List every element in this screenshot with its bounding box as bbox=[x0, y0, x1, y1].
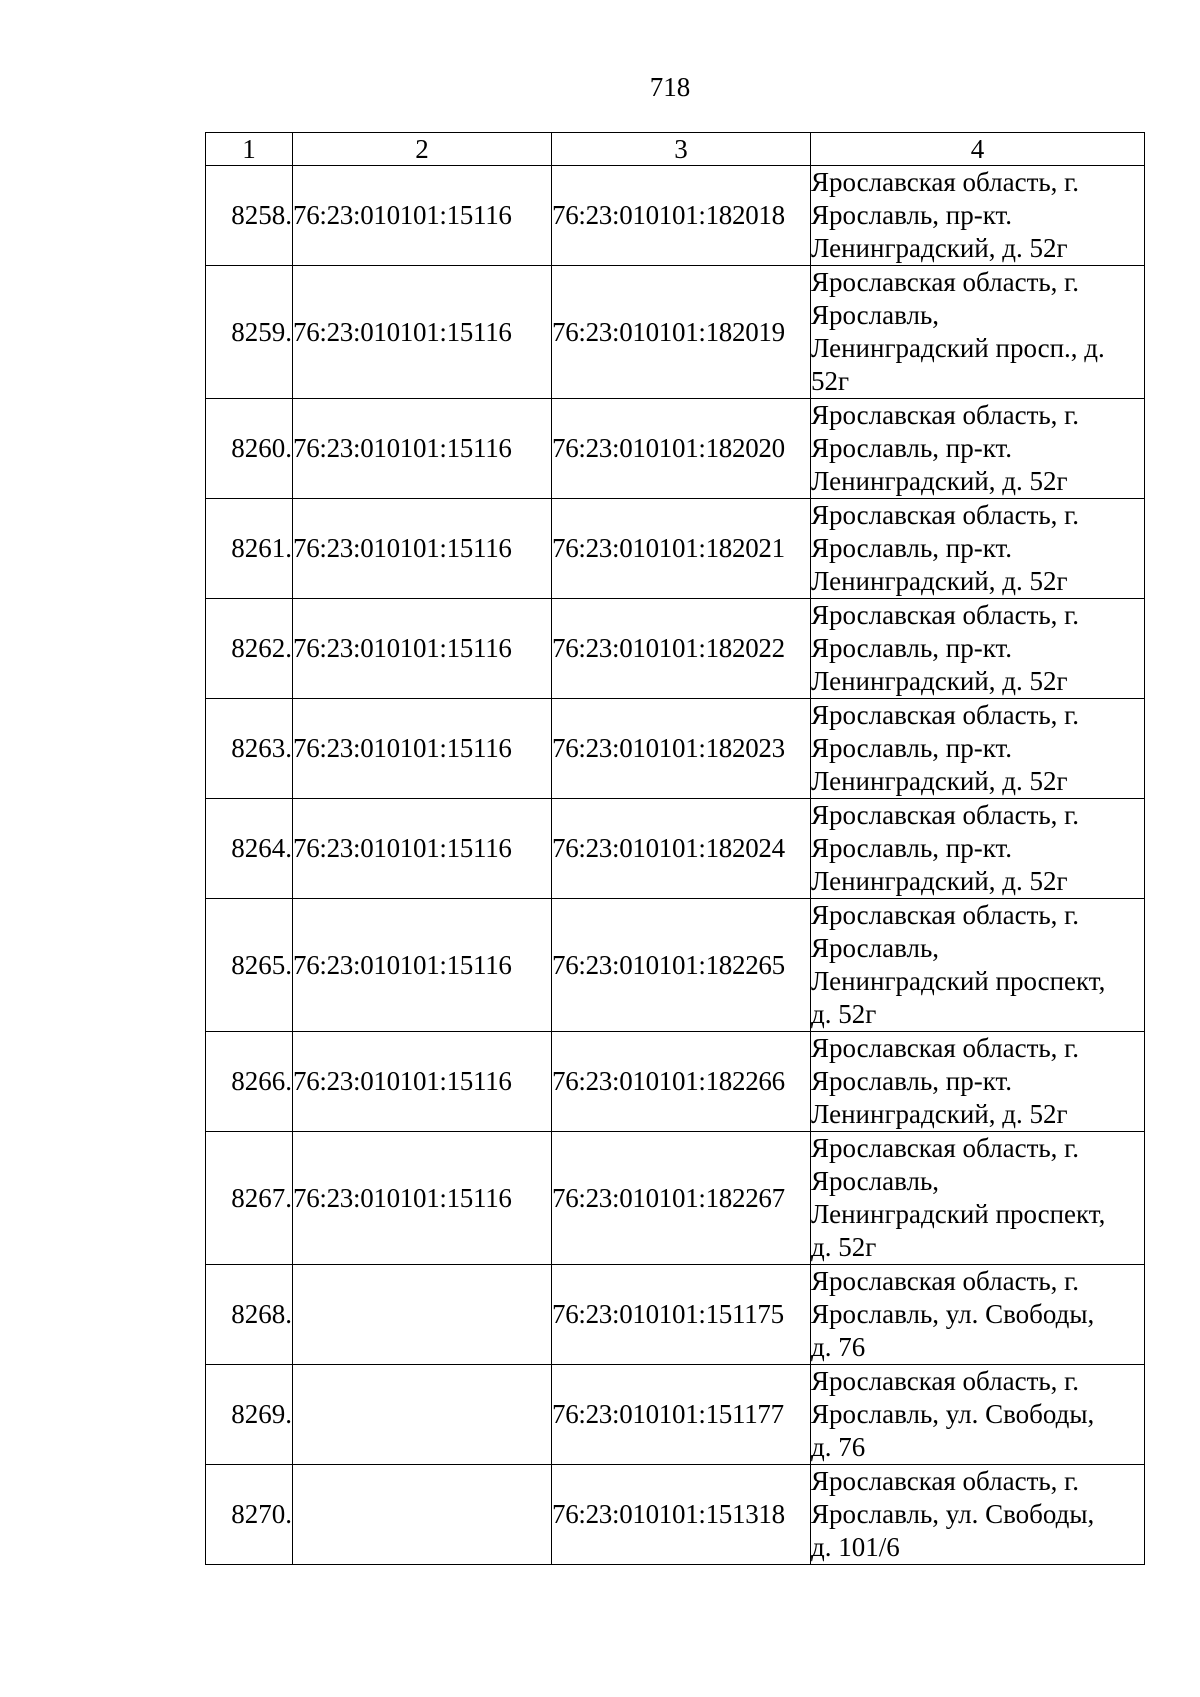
table-row bbox=[206, 266, 1145, 399]
address-cell: Ярославская область, г. Ярославль, пр-кт. Ленинградский, д. 52г bbox=[811, 799, 1145, 899]
table-row bbox=[206, 1365, 1145, 1465]
registry-table bbox=[205, 132, 1145, 1565]
table-row bbox=[206, 499, 1145, 599]
header-row bbox=[206, 133, 1145, 166]
cadastral-number-cell: 76:23:010101:182021 bbox=[552, 499, 811, 599]
cadastral-block-cell bbox=[293, 1265, 552, 1365]
row-number-cell: 8261. bbox=[206, 499, 293, 599]
cadastral-block-cell: 76:23:010101:15116 bbox=[293, 599, 552, 699]
cadastral-block-cell: 76:23:010101:15116 bbox=[293, 1032, 552, 1132]
cadastral-block-cell: 76:23:010101:15116 bbox=[293, 899, 552, 1032]
address-cell: Ярославская область, г. Ярославль, Ленинградский просп., д. 52г bbox=[811, 266, 1145, 399]
header-cell-2: 2 bbox=[293, 133, 552, 166]
address-cell: Ярославская область, г. Ярославль, пр-кт. Ленинградский, д. 52г bbox=[811, 166, 1145, 266]
address-cell: Ярославская область, г. Ярославль, Ленинградский проспект, д. 52г bbox=[811, 899, 1145, 1032]
row-number-cell: 8270. bbox=[206, 1465, 293, 1565]
cadastral-number-cell: 76:23:010101:182022 bbox=[552, 599, 811, 699]
cadastral-block-cell: 76:23:010101:15116 bbox=[293, 399, 552, 499]
address-cell: Ярославская область, г. Ярославль, ул. Свободы, д. 76 bbox=[811, 1265, 1145, 1365]
row-number-cell: 8263. bbox=[206, 699, 293, 799]
row-number-cell: 8267. bbox=[206, 1132, 293, 1265]
table-row bbox=[206, 1265, 1145, 1365]
row-number-cell: 8262. bbox=[206, 599, 293, 699]
address-cell: Ярославская область, г. Ярославль, пр-кт. Ленинградский, д. 52г bbox=[811, 599, 1145, 699]
address-cell: Ярославская область, г. Ярославль, ул. Свободы, д. 101/6 bbox=[811, 1465, 1145, 1565]
cadastral-number-cell: 76:23:010101:182018 bbox=[552, 166, 811, 266]
row-number-cell: 8265. bbox=[206, 899, 293, 1032]
table-row bbox=[206, 166, 1145, 266]
cadastral-block-cell: 76:23:010101:15116 bbox=[293, 1132, 552, 1265]
address-cell: Ярославская область, г. Ярославль, пр-кт. Ленинградский, д. 52г bbox=[811, 499, 1145, 599]
row-number-cell: 8259. bbox=[206, 266, 293, 399]
cadastral-block-cell: 76:23:010101:15116 bbox=[293, 699, 552, 799]
cadastral-number-cell: 76:23:010101:151318 bbox=[552, 1465, 811, 1565]
cadastral-number-cell: 76:23:010101:182265 bbox=[552, 899, 811, 1032]
row-number-cell: 8258. bbox=[206, 166, 293, 266]
row-number-cell: 8266. bbox=[206, 1032, 293, 1132]
cadastral-number-cell: 76:23:010101:182023 bbox=[552, 699, 811, 799]
cadastral-block-cell: 76:23:010101:15116 bbox=[293, 266, 552, 399]
address-cell: Ярославская область, г. Ярославль, пр-кт. Ленинградский, д. 52г bbox=[811, 1032, 1145, 1132]
row-number-cell: 8264. bbox=[206, 799, 293, 899]
cadastral-block-cell: 76:23:010101:15116 bbox=[293, 166, 552, 266]
table-row bbox=[206, 899, 1145, 1032]
header-cell-4: 4 bbox=[811, 133, 1145, 166]
table-row bbox=[206, 1032, 1145, 1132]
cadastral-number-cell: 76:23:010101:182267 bbox=[552, 1132, 811, 1265]
row-number-cell: 8269. bbox=[206, 1365, 293, 1465]
table-row bbox=[206, 599, 1145, 699]
header-cell-3: 3 bbox=[552, 133, 811, 166]
table-row bbox=[206, 1132, 1145, 1265]
address-cell: Ярославская область, г. Ярославль, пр-кт. Ленинградский, д. 52г bbox=[811, 399, 1145, 499]
table-row bbox=[206, 699, 1145, 799]
cadastral-number-cell: 76:23:010101:151175 bbox=[552, 1265, 811, 1365]
cadastral-number-cell: 76:23:010101:182020 bbox=[552, 399, 811, 499]
row-number-cell: 8260. bbox=[206, 399, 293, 499]
table-row bbox=[206, 1465, 1145, 1565]
address-cell: Ярославская область, г. Ярославль, пр-кт. Ленинградский, д. 52г bbox=[811, 699, 1145, 799]
address-cell: Ярославская область, г. Ярославль, Ленинградский проспект, д. 52г bbox=[811, 1132, 1145, 1265]
cadastral-block-cell bbox=[293, 1365, 552, 1465]
table-row bbox=[206, 799, 1145, 899]
cadastral-block-cell: 76:23:010101:15116 bbox=[293, 499, 552, 599]
cadastral-number-cell: 76:23:010101:182266 bbox=[552, 1032, 811, 1132]
table-body bbox=[206, 166, 1145, 1565]
header-cell-1: 1 bbox=[206, 133, 293, 166]
address-cell: Ярославская область, г. Ярославль, ул. Свободы, д. 76 bbox=[811, 1365, 1145, 1465]
page-number: 718 bbox=[649, 72, 691, 102]
cadastral-number-cell: 76:23:010101:182019 bbox=[552, 266, 811, 399]
cadastral-block-cell bbox=[293, 1465, 552, 1565]
table-row bbox=[206, 399, 1145, 499]
table-header bbox=[206, 133, 1145, 166]
cadastral-number-cell: 76:23:010101:151177 bbox=[552, 1365, 811, 1465]
cadastral-block-cell: 76:23:010101:15116 bbox=[293, 799, 552, 899]
row-number-cell: 8268. bbox=[206, 1265, 293, 1365]
cadastral-number-cell: 76:23:010101:182024 bbox=[552, 799, 811, 899]
